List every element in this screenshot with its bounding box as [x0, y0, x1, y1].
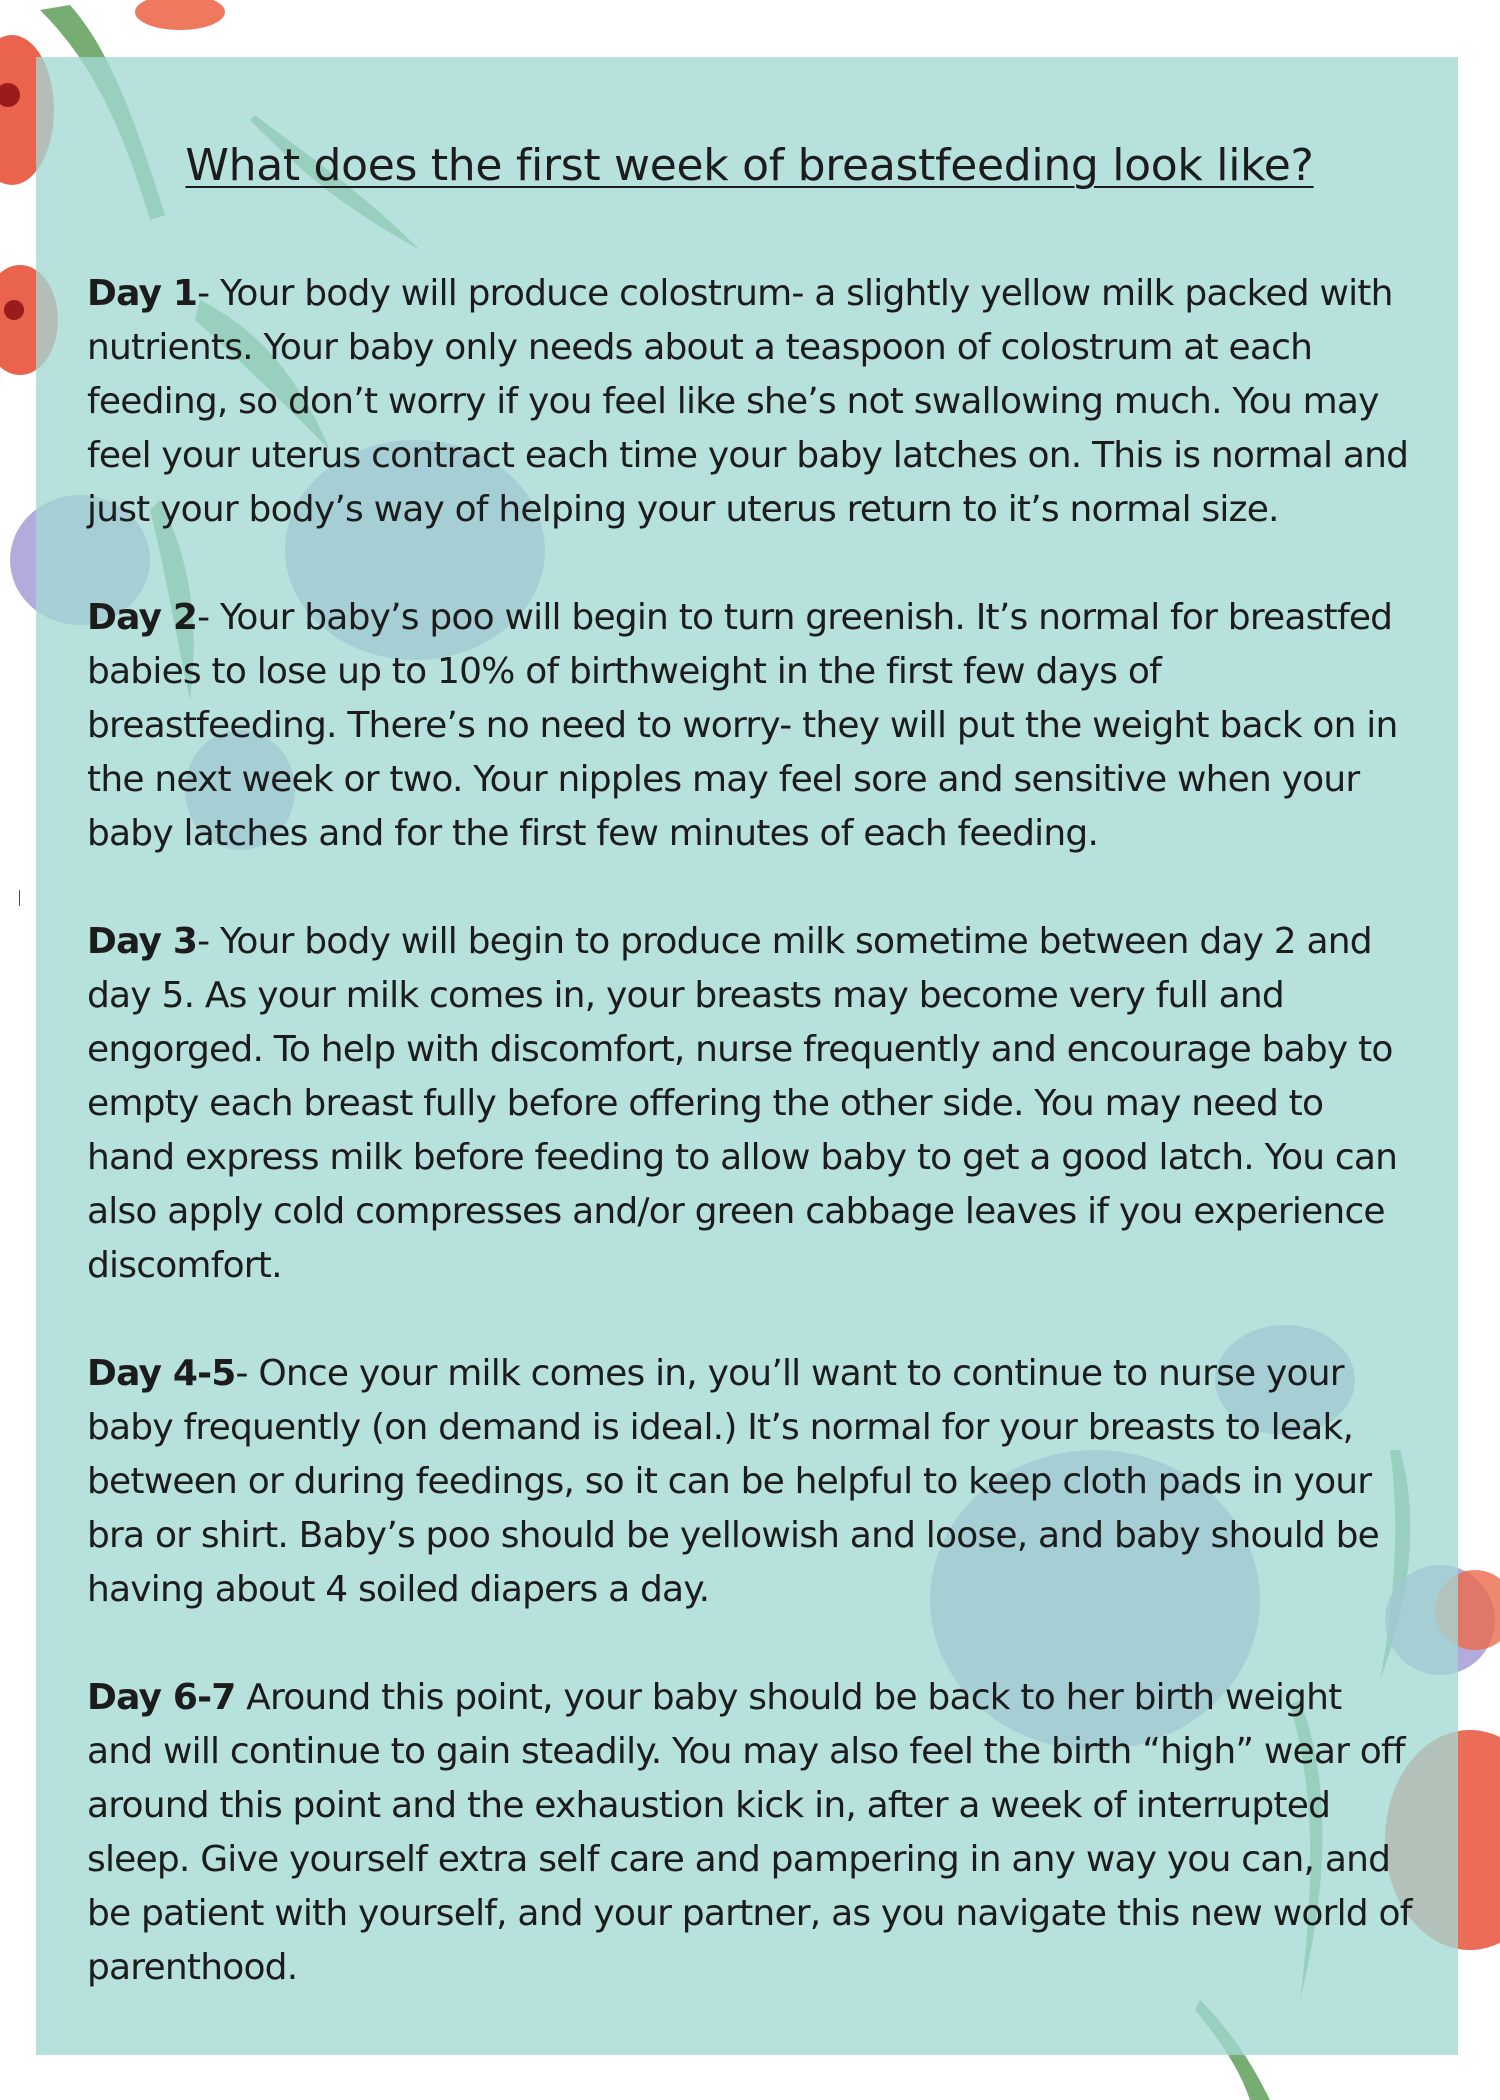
day-1-label: Day 1: [87, 272, 198, 314]
day-4-5-text: - Once your milk comes in, you’ll want to continue to nurse your baby frequently (on demand is ideal.) It’s normal for your breasts to leak, between or during feedings, so it can be helpful to keep cloth pads in your bra or shirt. Baby’s poo should be yellowish and loose, and baby should be having about 4 soiled diapers a day.: [87, 1352, 1380, 1610]
day-6-7-paragraph: [87, 1671, 1412, 1995]
article: [87, 140, 1412, 2049]
day-4-5-paragraph: [87, 1347, 1412, 1617]
day-2-paragraph: [87, 591, 1412, 861]
day-4-5-label: Day 4-5: [87, 1352, 236, 1394]
day-3-text: - Your body will begin to produce milk sometime between day 2 and day 5. As your milk comes in, your breasts may become very full and engorged. To help with discomfort, nurse frequently and encourage baby to empty each breast fully before offering the other side. You may need to hand express milk before feeding to allow baby to get a good latch. You can also apply cold compresses and/or green cabbage leaves if you experience discomfort.: [87, 920, 1398, 1286]
day-6-7-label: Day 6-7: [87, 1676, 236, 1718]
day-1-paragraph: [87, 267, 1412, 537]
day-1-text: - Your body will produce colostrum- a slightly yellow milk packed with nutrients. Your baby only needs about a teaspoon of colostrum at each feeding, so don’t worry if you feel like she’s not swallowing much. You may feel your uterus contract each time your baby latches on. This is normal and just your body’s way of helping your uterus return to it’s normal size.: [87, 272, 1409, 530]
day-3-paragraph: [87, 915, 1412, 1293]
text-cursor-mark: [19, 890, 20, 906]
page-title: What does the first week of breastfeeding look like?: [185, 140, 1314, 191]
day-6-7-text: Around this point, your baby should be back to her birth weight and will continue to gain steadily. You may also feel the birth “high” wear off around this point and the exhaustion kick in, after a week of interrupted sleep. Give yourself extra self care and pampering in any way you can, and be patient with yourself, and your partner, as you navigate this new world of parenthood.: [87, 1676, 1412, 1988]
day-2-label: Day 2: [87, 596, 198, 638]
day-2-text: - Your baby’s poo will begin to turn greenish. It’s normal for breastfed babies to lose up to 10% of birthweight in the first few days of breastfeeding. There’s no need to worry- they will put the weight back on in the next week or two. Your nipples may feel sore and sensitive when your baby latches and for the first few minutes of each feeding.: [87, 596, 1398, 854]
day-3-label: Day 3: [87, 920, 198, 962]
